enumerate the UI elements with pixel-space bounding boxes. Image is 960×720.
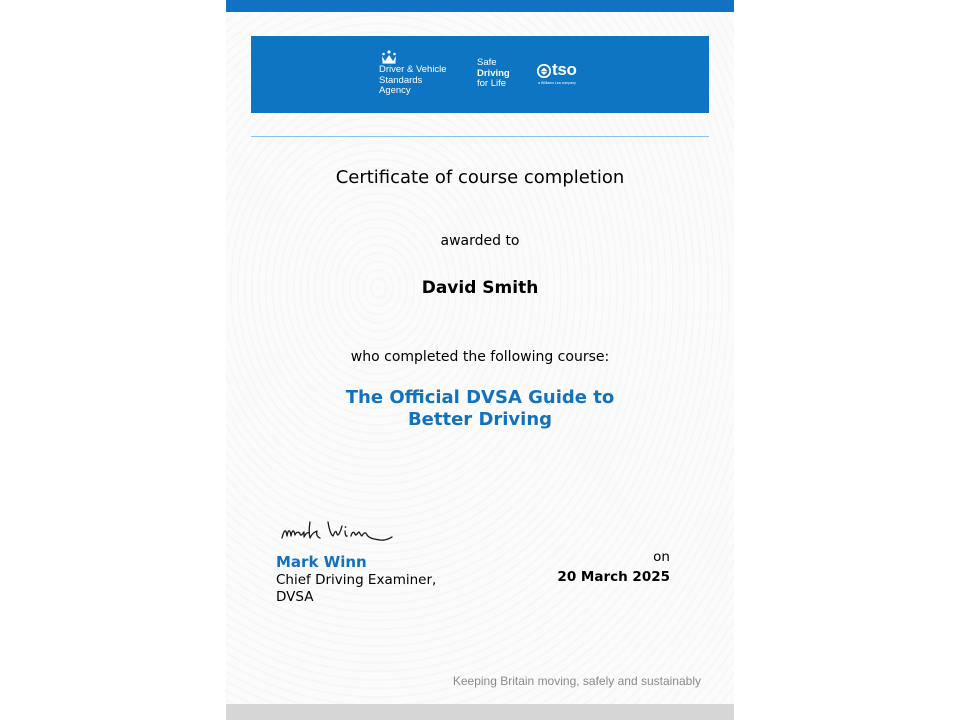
sdfl-line-2: Driving <box>477 67 510 79</box>
header-banner <box>251 36 709 113</box>
dvsa-line-1: Driver & Vehicle <box>379 64 447 75</box>
tso-wordmark: tso <box>552 60 577 79</box>
completion-date: 20 March 2025 <box>557 569 670 585</box>
dvsa-line-3: Agency <box>379 85 411 96</box>
completed-course-label: who completed the following course: <box>350 349 610 365</box>
sdfl-line-3: for Life <box>477 78 507 89</box>
signatory-title-line-2: DVSA <box>276 589 314 605</box>
course-title-line-2: Better Driving <box>407 409 553 430</box>
awarded-to-label: awarded to <box>440 233 520 249</box>
date-on-label: on <box>653 549 670 565</box>
tso-tagline: a Williams Lea company <box>538 81 576 85</box>
top-accent-bar <box>226 0 734 12</box>
recipient-name: David Smith <box>421 278 539 298</box>
certificate-page <box>226 0 734 720</box>
dvsa-line-2: Standards <box>379 74 423 86</box>
tso-arrows-icon <box>537 64 551 78</box>
signatory-title <box>276 572 476 606</box>
signature-image <box>276 512 406 552</box>
signatory-name: Mark Winn <box>276 553 367 571</box>
safe-driving-for-life-logo <box>477 58 537 90</box>
footer-tagline: Keeping Britain moving, safely and sustainably <box>452 674 701 688</box>
bottom-grey-bar <box>226 704 734 720</box>
signatory-title-line-1: Chief Driving Examiner, <box>276 572 437 588</box>
course-title-line-1: The Official DVSA Guide to <box>345 387 615 408</box>
dvsa-logo <box>379 50 469 97</box>
course-title <box>226 387 734 431</box>
header-divider <box>251 136 709 137</box>
crown-icon <box>380 50 398 64</box>
certificate-title: Certificate of course completion <box>335 167 625 188</box>
sdfl-line-1: Safe <box>477 57 497 68</box>
tso-logo <box>537 60 597 85</box>
